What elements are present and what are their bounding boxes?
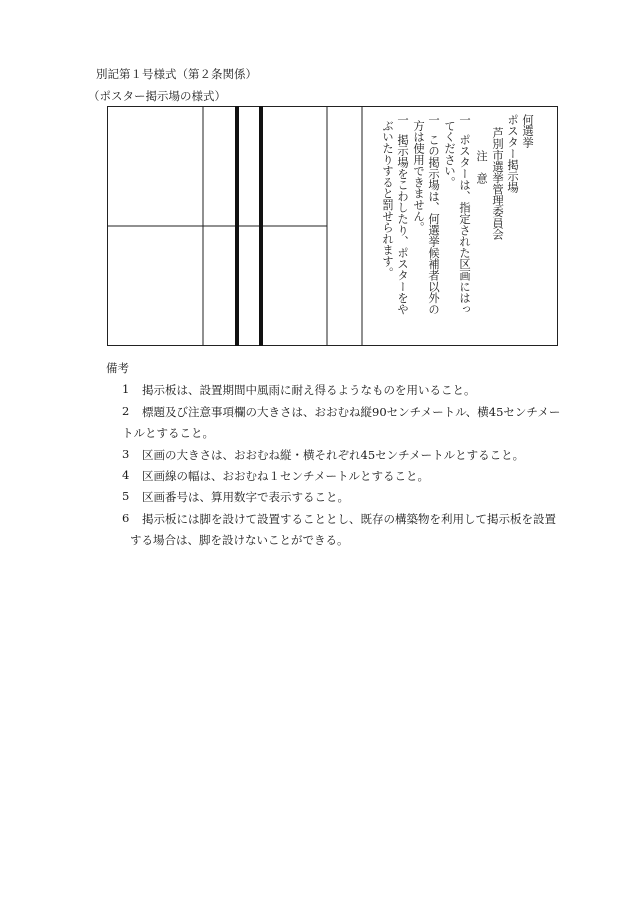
committee-name: 芦別市選挙管理委員会 — [491, 127, 504, 240]
remark-text: 区画番号は、算用数字で表示すること。 — [142, 490, 349, 504]
notice-line-2b: 方は使用できません。 — [412, 120, 425, 233]
notice-mark-3: 一 — [396, 114, 409, 126]
notice-mark-2: 一 — [427, 114, 440, 126]
remark-item-2-continuation: トルとすること。 — [122, 426, 214, 440]
board-title: ポスター掲示場 — [506, 114, 519, 194]
notice-line-2a: この掲示場は、何選挙候補者以外の — [427, 134, 440, 315]
remarks-title: 備考 — [106, 361, 129, 375]
form-heading: 別記第１号様式（第２条関係） — [96, 67, 257, 81]
notice-line-1a: ポスターは、指定された区画にはっ — [458, 134, 471, 315]
notice-title: 注 意 — [475, 150, 488, 184]
poster-board-diagram — [107, 106, 558, 346]
remark-text: 掲示板は、設置期間中風雨に耐え得るようなものを用いること。 — [142, 383, 476, 397]
remark-number: 3 — [122, 447, 130, 461]
notice-mark-1: 一 — [458, 114, 471, 126]
remark-item-6-continuation: する場合は、脚を設けないことができる。 — [130, 533, 349, 547]
remark-number: 4 — [122, 468, 130, 482]
remark-number: 2 — [122, 404, 130, 418]
notice-line-3a: 掲示場をこわしたり、ポスターをや — [396, 134, 409, 315]
notice-line-1b: てください。 — [443, 120, 456, 188]
remark-number: 6 — [122, 511, 130, 525]
remark-text: 掲示板には脚を設けて設置することとし、既存の構築物を利用して掲示板を設置 — [142, 512, 556, 526]
remark-text: 区画の大きさは、おおむね縦・横それぞれ45センチメートルとすること。 — [142, 448, 525, 462]
election-title: 何選挙 — [521, 114, 534, 148]
remark-number: 5 — [122, 489, 130, 503]
form-sub-heading: （ポスター掲示場の様式） — [88, 89, 226, 103]
remark-text: 標題及び注意事項欄の大きさは、おおむね縦90センチメートル、横45センチメー — [142, 405, 561, 419]
remark-text: 区画線の幅は、おおむね１センチメートルとすること。 — [142, 469, 430, 483]
notice-line-3b: ぶいたりすると罰せられます。 — [381, 120, 394, 279]
remark-number: 1 — [122, 382, 130, 396]
